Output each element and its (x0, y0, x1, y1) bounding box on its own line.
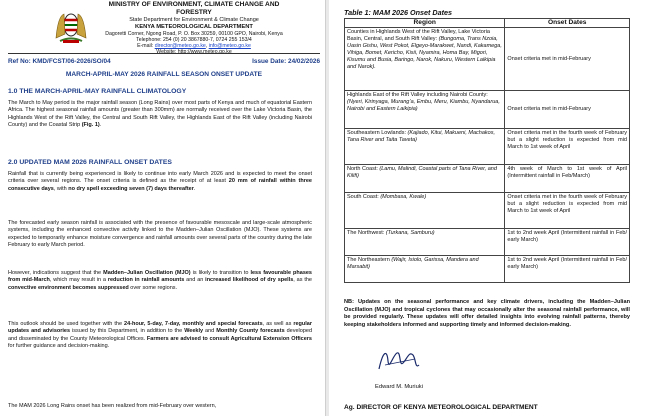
region-cell (345, 165, 505, 193)
p5-text-5: developed and disseminated by the County Meteorological Offices. (8, 328, 313, 342)
onset-cell: Onset criteria met in the fourth week of February but a slight reduction is expected from mid March to 1st week of April (505, 193, 630, 229)
ministry-name: MINISTRY OF ENVIRONMENT, CLIMATE CHANGE AND FORESTRY (108, 1, 280, 16)
region-cell (345, 256, 505, 283)
postal-address: Dagoretti Corner, Ngong Road, P. O. Box 30259, 00100 GPO, Nairobi, Kenya (105, 30, 283, 37)
p5-bold-2: regular updates and advisories (8, 321, 312, 335)
region-area: Highlands East of the Rift Valley including Nairobi County: (347, 92, 488, 98)
right-page (329, 0, 648, 416)
climatology-text-end: . (99, 121, 102, 128)
p4-bold-1: Madden–Julian Oscillation (MJO) (103, 270, 191, 276)
region-counties: (Turkana, Samburu) (385, 230, 435, 236)
region-counties: (Bungoma, Trans Nzoia, Uasin Gishu, West Pokot, Elgeyo-Marakwet, Nandi, Kakamega, Vihiga, Bomet, Kericho, Kisii, Nyamira, Homa Bay, Migori, Kisumu and Busia, Baringo, Narok, Nakuru, Western Laikipia and Narok). (347, 35, 502, 70)
section-1-heading: 1.0 THE MARCH-APRIL-MAY RAINFALL CLIMATOLOGY (8, 88, 187, 95)
p4-bold-5: convective environment becomes suppressed (8, 284, 129, 291)
state-department: State Department for Environment & Climate Change (129, 17, 259, 23)
climatology-text: The March to May period is the major rainfall season (Long Rains) over most parts of Kenya and much of equatorial Eastern Africa. The highest seasonal rainfall amounts (greater than 300mm) are normally received over the Lake Victoria Basin, the Highlands West of the Rift Valley, the Central and South Rift Valley, the Highlands East of the Rift Valley (including Nairobi County) and the Coastal Strip (8, 100, 312, 128)
kenya-coat-of-arms-icon (52, 6, 90, 44)
table-row (345, 193, 630, 229)
letterhead (0, 0, 326, 54)
region-cell (345, 193, 505, 229)
p5-text-3: issued by this Department, in addition to the (70, 328, 185, 335)
region-column-header: Region (345, 19, 505, 28)
table-row (345, 229, 630, 256)
p5-bold-1: 24-hour, 5-day, 7-day, monthly and special forecasts (124, 321, 263, 327)
telephone: Telephone: 254 (0) 20 3867880-7, 0724 255 153/4 (136, 36, 252, 43)
figure-reference: (Fig. 1) (81, 121, 100, 128)
letterhead-text (96, 1, 292, 55)
onset-cell: 1st to 2nd week April (Intermittent rainfall in Feb/ early March) (505, 256, 630, 283)
info-email-link[interactable]: info@meteo.go.ke (208, 43, 251, 49)
region-area: Southeastern Lowlands: (347, 130, 408, 136)
region-counties: (Wajir, Isiolo, Garissa, Mandera and Marsabit) (347, 257, 479, 270)
p5-text-2: , as well as (262, 321, 294, 327)
region-area: South Coast: (347, 194, 381, 200)
climatology-paragraph (8, 100, 312, 129)
p4-text-2: is likely to transition to (190, 270, 251, 276)
forecast-guidance-paragraph (8, 321, 312, 350)
p4-bold-4: increased likelihood of dry spells (205, 277, 294, 284)
issue-date: Issue Date: 24/02/2026 (252, 58, 320, 65)
table-row (345, 165, 630, 193)
p5-text-1: This outlook should be used together with the (8, 321, 125, 327)
p4-text-6: over some regions. (128, 284, 178, 291)
header-divider (8, 53, 320, 54)
table-title: Table 1: MAM 2026 Onset Dates (344, 8, 452, 17)
mjo-transition-paragraph (8, 270, 312, 292)
document-title: MARCH-APRIL-MAY 2026 RAINFALL SEASON ONSET UPDATE (65, 71, 263, 78)
p5-text-4: and (203, 328, 217, 335)
p5-bold-5: Farmers are advised to consult Agricultural Extension Officers (146, 335, 312, 342)
region-counties: (Nyeri, Kirinyaga, Murang’a, Embu, Meru, Kiambu, Nyandarua, Nairobi and Eastern Laikipia) (347, 98, 500, 112)
onset-realized-paragraph: The MAM 2026 Long Rains onset has been realized from mid-February over western, (8, 403, 217, 409)
region-counties: (Lamu, Malindi, Coastal parts of Tana River, and Kilifi) (347, 166, 497, 179)
region-cell (345, 28, 505, 91)
table-header-row (345, 19, 630, 28)
onset-cell: Onset criteria met in the fourth week of February but a slight reduction is expected from mid March to 1st week of April (505, 129, 630, 165)
onset-column-header: Onset Dates (505, 19, 630, 28)
onset-dates-table (344, 18, 630, 283)
director-email-link[interactable]: director@meteo.go.ke (154, 43, 206, 49)
region-area: The Northwest: (347, 230, 386, 236)
table-row (345, 256, 630, 283)
p5-bold-3: Weekly (184, 328, 204, 335)
p4-text-3: , which may result in a (49, 277, 108, 284)
email-separator: , (205, 43, 209, 49)
department-name: KENYA METEOROLOGICAL DEPARTMENT (135, 23, 253, 30)
region-area: Counties in Highlands West of the Rift Valley, Lake Victoria Basin, Central, and South Rift Valley: (347, 29, 490, 42)
p4-text-5: , as the (293, 277, 312, 284)
p4-text-1: However, indications suggest that the (8, 270, 104, 276)
region-area: North Coast: (347, 166, 380, 172)
region-counties: (Mombasa, Kwale) (380, 194, 427, 200)
signatory-title: Ag. DIRECTOR OF KENYA METEOROLOGICAL DEPARTMENT (344, 404, 538, 411)
website: Website: http://www.meteo.go.ke (156, 49, 232, 56)
p2-bold-2: no dry spell exceeding seven (7) days thereafter (68, 185, 194, 192)
p4-bold-3: reduction in rainfall amounts (107, 277, 185, 284)
p2-text-3: . (193, 185, 196, 192)
p5-bold-4: Monthly County forecasts (216, 328, 285, 335)
onset-criteria-paragraph (8, 171, 312, 193)
table-row (345, 28, 630, 91)
onset-cell: Onset criteria met in mid-February (505, 28, 630, 91)
nb-note: NB: Updates on the seasonal performance and key climate drivers, including the Madden–Julian Oscillation (MJO) and tropical cyclones that may occasionally alter the seasonal rainfall performance, will be provided regularly. These updates will offer detailed insights into evolving rainfall patterns, thereby keeping stakeholders informed and supporting timely and informed decision-making. (344, 299, 630, 328)
region-cell (345, 91, 505, 129)
p5-text-6: for further guidance and decision-making. (8, 342, 110, 349)
mjo-systems-paragraph: The forecasted early season rainfall is associated with the presence of favourable mesoscale and large-scale atmospheric systems, including the enhanced convective activity linked to the Madden–Julian Oscillation (MJO). These systems are expected to temporarily enhance moisture convergence and rainfall amounts over several parts of the country during the late February to early March period. (8, 220, 312, 248)
region-cell (345, 129, 505, 165)
signatory-name: Edward M. Muriuki (375, 384, 423, 390)
section-2-heading: 2.0 UPDATED MAM 2026 RAINFALL ONSET DATES (8, 159, 172, 166)
p2-text-1: Rainfall that is currently being experienced is likely to continue into early March 2026 and is expected to meet the onset criteria over several regions. The onset criteria is defined as the receipt of at least (8, 171, 312, 185)
signature-image (375, 345, 423, 375)
p2-text-2: , with (53, 185, 69, 192)
reference-number: Ref No: KMD/FCST/06-2026/SO/04 (8, 58, 111, 65)
onset-cell: 1st to 2nd week April (Intermittent rainfall in Feb/ early March) (505, 229, 630, 256)
p2-bold-1: 20 mm of rainfall within three consecutive days (8, 178, 312, 192)
region-counties: (Kajiado, Kitui, Makueni, Machakos, Tana River and Taita Taveta) (347, 130, 495, 143)
reference-line (8, 58, 320, 65)
onset-cell: Onset criteria met in mid-February (505, 91, 630, 129)
table-row (345, 91, 630, 129)
table-row (345, 129, 630, 165)
region-cell (345, 229, 505, 256)
onset-cell: 4th week of March to 1st week of April (Intermittent rainfall in Feb/March) (505, 165, 630, 193)
p4-text-4: and an (184, 277, 206, 284)
region-area: The Northeastern (347, 257, 392, 263)
p4-bold-2: less favourable phases from mid-March (8, 270, 312, 284)
email-prefix: E-mail: (137, 43, 155, 49)
